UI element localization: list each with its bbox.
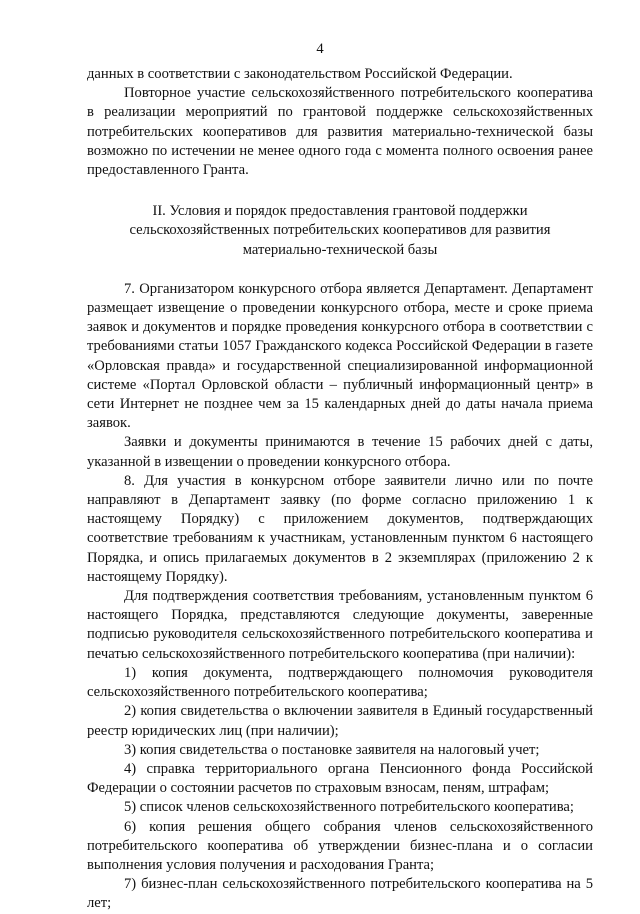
page-number: 4 bbox=[316, 41, 324, 57]
list-item: 1) копия документа, подтверждающего полномочия руководителя сельскохозяйственного потребительского кооператива; bbox=[87, 664, 593, 701]
paragraph: данных в соответствии с законодательством Российской Федерации. bbox=[87, 66, 513, 82]
paragraph: Заявки и документы принимаются в течение 15 рабочих дней с даты, указанной в извещении о проведении конкурсного отбора. bbox=[87, 434, 593, 470]
list-item: 2) копия свидетельства о включении заявителя в Единый государственный реестр юридических лиц (при наличии); bbox=[87, 703, 593, 739]
list-item: 7) бизнес-план сельскохозяйственного потребительского кооператива на 5 лет; bbox=[87, 876, 593, 912]
list-item: 6) копия решения общего собрания членов сельскохозяйственного потребительского кооператива об утверждении бизнес-плана и о согласии выполнения условия получения и расходования Гранта; bbox=[87, 818, 593, 873]
paragraph: Для подтверждения соответствия требованиям, установленным пунктом 6 настоящего Порядка, представляются следующие документы, заверенные подписью руководителя сельскохозяйственного потребительского кооператива и печатью сельскохозяйственного потребительского кооператива (при наличии): bbox=[87, 588, 593, 662]
section-heading: II. Условия и порядок предоставления грантовой поддержки сельскохозяйственных потребительских кооперативов для развития материально-технической базы bbox=[129, 203, 551, 258]
list-item: 5) список членов сельскохозяйственного потребительского кооператива; bbox=[124, 799, 574, 816]
document-body bbox=[87, 65, 593, 914]
list-item: 3) копия свидетельства о постановке заявителя на налоговый учет; bbox=[124, 741, 540, 758]
paragraph: 8. Для участия в конкурсном отборе заявители лично или по почте направляют в Департамент заявку (по форме согласно приложению 1 к настоящему Порядку) с приложением документов, подтверждающих соответствие требованиям к участникам, установленным пунктом 6 настоящего Порядка, и опись прилагаемых документов в 2 экземплярах (приложению 2 к настоящему Порядку). bbox=[87, 472, 593, 585]
paragraph: Повторное участие сельскохозяйственного потребительского кооператива в реализации мероприятий по грантовой поддержке сельскохозяйственных потребительских кооперативов для развития материально-технической базы возможно по истечении не менее одного года с момента полного освоения ранее предоставленного Гранта. bbox=[87, 85, 593, 179]
paragraph: 7. Организатором конкурсного отбора является Департамент. Департамент размещает извещение о проведении конкурсного отбора, месте и сроке приема заявок и документов и порядке проведения конкурсного отбора в соответствии с требованиями статьи 1057 Гражданского кодекса Российской Федерации в газете «Орловская правда» и государственной специализированной информационной системе «Портал Орловской области – публичный информационный центр» в сети Интернет не позднее чем за 15 календарных дней до даты начала приема заявок. bbox=[87, 280, 593, 432]
list-item: 4) справка территориального органа Пенсионного фонда Российской Федерации о состоянии расчетов по страховым взносам, пеням, штрафам; bbox=[87, 760, 593, 797]
